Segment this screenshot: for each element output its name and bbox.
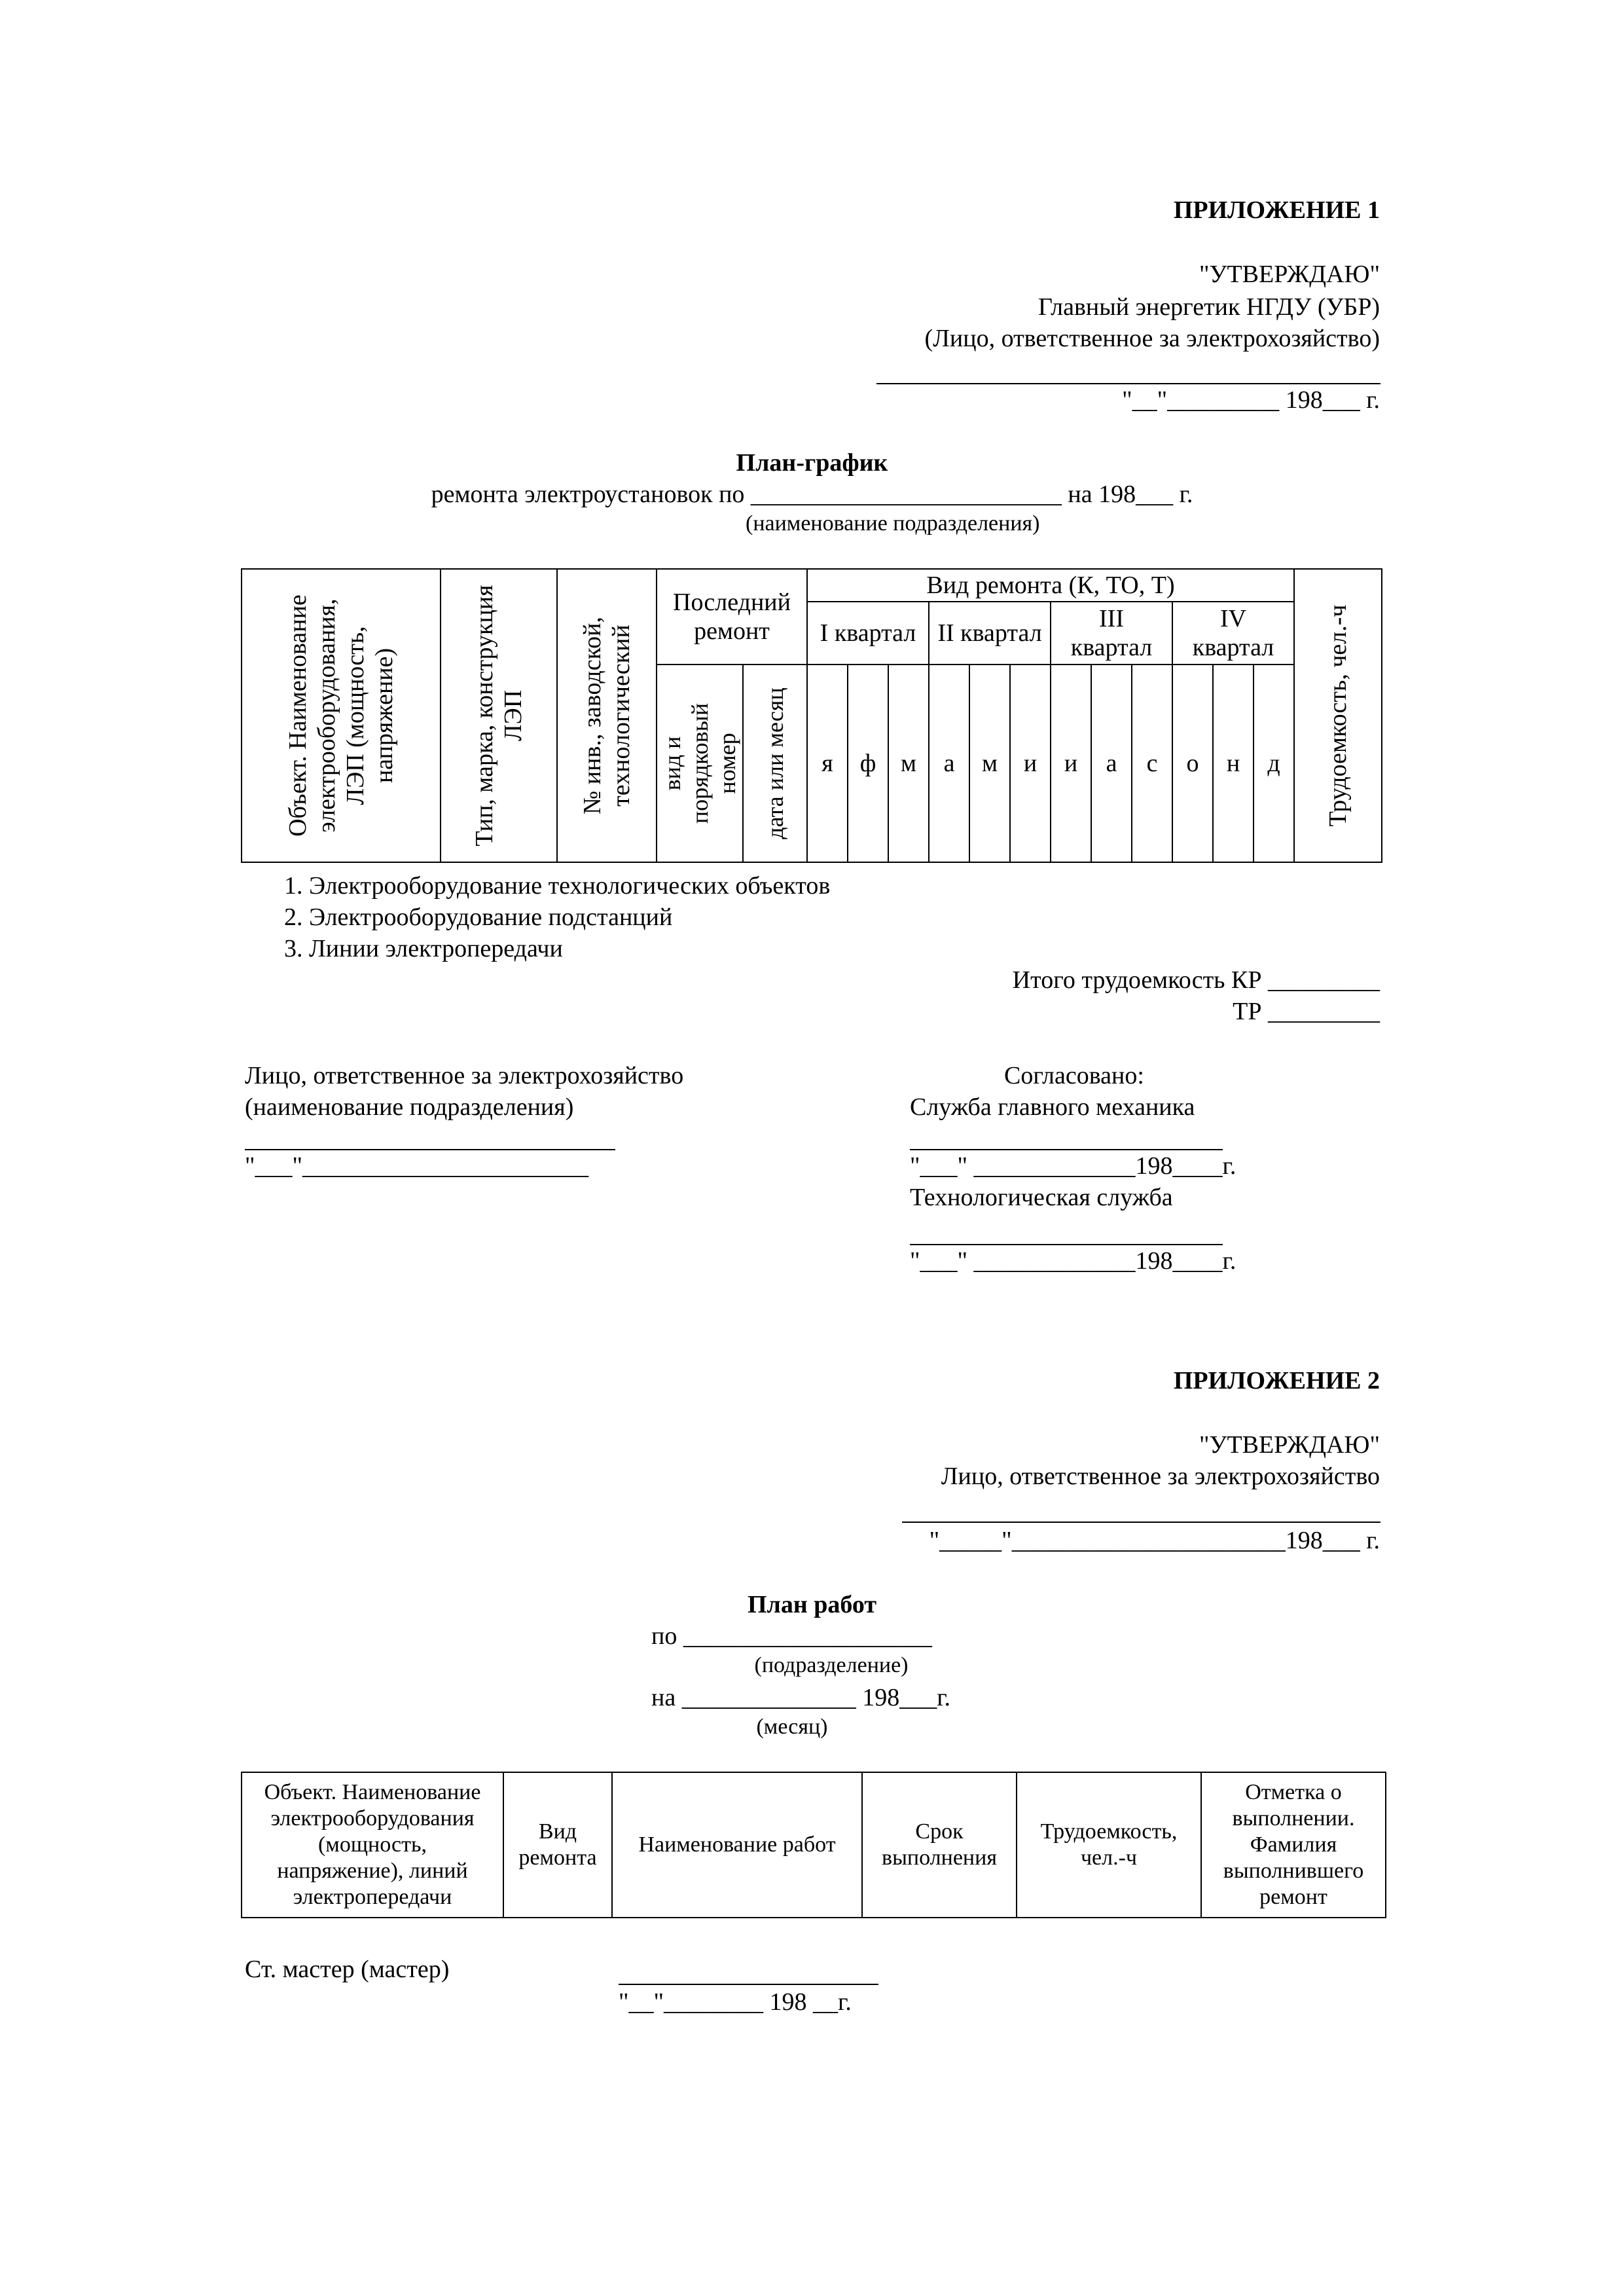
list-item: 3. Линии электропередачи	[284, 935, 563, 962]
col-header-object-text: Объект. Наименование электрооборудования, ЛЭП (мощность, напряжение)	[284, 594, 398, 837]
responsible-person-label: Лицо, ответственное за электрохозяйство	[245, 1062, 684, 1089]
month-cell: м	[969, 665, 1010, 862]
approve2-date: "_____"______________________198___ г.	[929, 1527, 1380, 1554]
month-cell: а	[1091, 665, 1132, 862]
col-header-inventory	[557, 569, 657, 862]
plan-title: План-график	[736, 449, 888, 477]
master-label: Ст. мастер (мастер)	[245, 1956, 450, 1983]
quarter-4: IV квартал	[1172, 602, 1294, 665]
left-date: "___"_______________________	[245, 1152, 589, 1180]
signature-line	[245, 1149, 615, 1150]
col-header-object: Объект. Наименование электрооборудования (мощность, напряжение), линий электропередачи	[242, 1772, 503, 1918]
on-caption: (месяц)	[756, 1715, 828, 1739]
list-item: 2. Электрооборудование подстанций	[284, 903, 673, 931]
approve-line1: Главный энергетик НГДУ (УБР)	[1038, 293, 1380, 321]
col-header-labor-text: Трудоемкость, чел.-ч	[1324, 604, 1352, 827]
list-item: 1. Электрооборудование технологических объектов	[284, 872, 831, 900]
col-header-repair-type: Вид ремонта (К, ТО, Т)	[807, 569, 1294, 602]
mechanic-date: "___" _____________198____г.	[910, 1152, 1236, 1180]
approve-line2: (Лицо, ответственное за электрохозяйство)	[924, 325, 1380, 352]
on-line: на ______________ 198___г.	[651, 1684, 951, 1711]
master-date: "__"________ 198 __г.	[619, 1988, 852, 2016]
quarter-1: I квартал	[807, 602, 929, 665]
quarter-3: III квартал	[1051, 602, 1172, 665]
tech-service: Технологическая служба	[910, 1184, 1173, 1211]
month-cell: а	[929, 665, 969, 862]
month-cell: ф	[848, 665, 888, 862]
col-header-inventory-text: № инв., заводской, технологический	[579, 617, 635, 814]
work-plan-table	[241, 1772, 1386, 1918]
total-tr: ТР _________	[1233, 998, 1380, 1025]
approve-date: "__"_________ 198___ г.	[1122, 386, 1380, 414]
signature-line	[902, 1522, 1380, 1523]
month-cell: н	[1213, 665, 1254, 862]
month-cell: о	[1172, 665, 1213, 862]
appendix1-heading: ПРИЛОЖЕНИЕ 1	[1173, 196, 1380, 224]
col-header-completion-mark: Отметка о выполнении. Фамилия выполнившего ремонт	[1201, 1772, 1386, 1918]
signature-line	[619, 1984, 878, 1985]
plan-caption: (наименование подразделения)	[746, 511, 1040, 536]
appendix2-heading: ПРИЛОЖЕНИЕ 2	[1173, 1367, 1380, 1394]
month-cell: и	[1051, 665, 1091, 862]
approve2-title: "УТВЕРЖДАЮ"	[1199, 1431, 1380, 1459]
by-caption: (подразделение)	[754, 1653, 909, 1677]
quarter-2: II квартал	[929, 602, 1051, 665]
month-cell: и	[1010, 665, 1051, 862]
plan-subtitle: ремонта электроустановок по _________________________ на 198___ г.	[431, 481, 1193, 508]
by-line: по ____________________	[651, 1622, 932, 1650]
col-header-type-text: Тип, марка, конструкция ЛЭП	[471, 585, 527, 847]
col-header-deadline: Срок выполнения	[862, 1772, 1017, 1918]
col-header-last-repair: Последний ремонт	[657, 569, 807, 665]
plan2-title: План работ	[747, 1591, 877, 1618]
col-header-labor	[1294, 569, 1382, 862]
col-header-labor: Трудоемкость, чел.-ч	[1017, 1772, 1201, 1918]
department-caption: (наименование подразделения)	[245, 1093, 574, 1121]
month-cell: я	[807, 665, 848, 862]
tech-date: "___" _____________198____г.	[910, 1247, 1236, 1275]
month-cell: д	[1254, 665, 1294, 862]
subcol-date: дата или месяц	[743, 665, 807, 862]
approve2-line1: Лицо, ответственное за электрохозяйство	[941, 1463, 1380, 1490]
agreed-label: Согласовано:	[1004, 1062, 1144, 1089]
approve-title: "УТВЕРЖДАЮ"	[1199, 261, 1380, 288]
month-cell: м	[888, 665, 929, 862]
repair-schedule-table	[241, 568, 1382, 863]
col-header-type	[441, 569, 557, 862]
col-header-repair-kind: Вид ремонта	[503, 1772, 612, 1918]
signature-line	[876, 383, 1380, 384]
signature-line	[910, 1149, 1223, 1150]
subcol-kind-number: вид и порядковый номер	[657, 665, 743, 862]
month-cell: с	[1132, 665, 1172, 862]
signature-line	[910, 1244, 1223, 1245]
mechanic-service: Служба главного механика	[910, 1093, 1195, 1121]
col-header-work-name: Наименование работ	[612, 1772, 862, 1918]
col-header-object	[242, 569, 441, 862]
total-kr: Итого трудоемкость КР _________	[1012, 966, 1380, 994]
